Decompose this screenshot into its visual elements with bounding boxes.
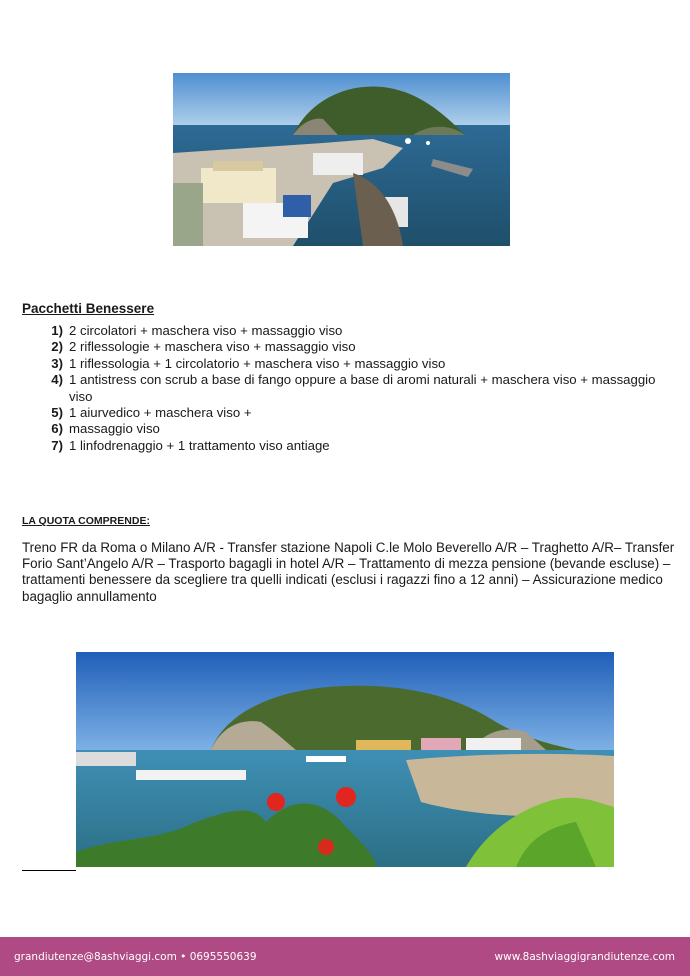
- list-item: 7) 1 linfodrenaggio + 1 trattamento viso antiage: [51, 437, 330, 453]
- list-item: 4) 1 antistress con scrub a base di fango oppure a base di aromi naturali + maschera viso + massaggio viso: [51, 372, 656, 404]
- quota-heading: LA QUOTA COMPRENDE:: [22, 515, 150, 527]
- wellness-packages-list: [22, 323, 662, 454]
- wellness-packages-title: Pacchetti Benessere: [22, 301, 155, 316]
- footer-contact: grandiutenze@8ashviaggi.com • 0695550639: [14, 951, 257, 963]
- list-item: 1) 2 circolatori + maschera viso + massaggio viso: [51, 323, 343, 338]
- list-item: 5) 1 aiurvedico + maschera viso +: [51, 405, 252, 421]
- quota-description: Treno FR da Roma o Milano A/R - Transfer stazione Napoli C.le Molo Beverello A/R – Traghetto A/R– Transfer Forio Sant’Angelo A/R – Trasporto bagagli in hotel A/R – Trattamento di mezza pensione (bevande escluse) – trattamenti benessere da scegliere tra quelli indicati (esclusi i ragazzi fino a 12 anni) – Assicurazione medico bagaglio annullamento: [22, 540, 675, 604]
- list-item: 3) 1 riflessologia + 1 circolatorio + maschera viso + massaggio viso: [51, 355, 446, 371]
- footer-website: www.8ashviaggigrandiutenze.com: [494, 951, 675, 963]
- sant-angelo-photo-bottom: [76, 652, 614, 867]
- list-item: 6) massaggio viso: [51, 421, 160, 437]
- list-item: 2) 2 riflessologie + maschera viso + massaggio viso: [51, 339, 356, 355]
- footer-bar: [0, 937, 690, 976]
- sant-angelo-photo-top: [173, 73, 510, 246]
- footnote-divider: [22, 870, 76, 871]
